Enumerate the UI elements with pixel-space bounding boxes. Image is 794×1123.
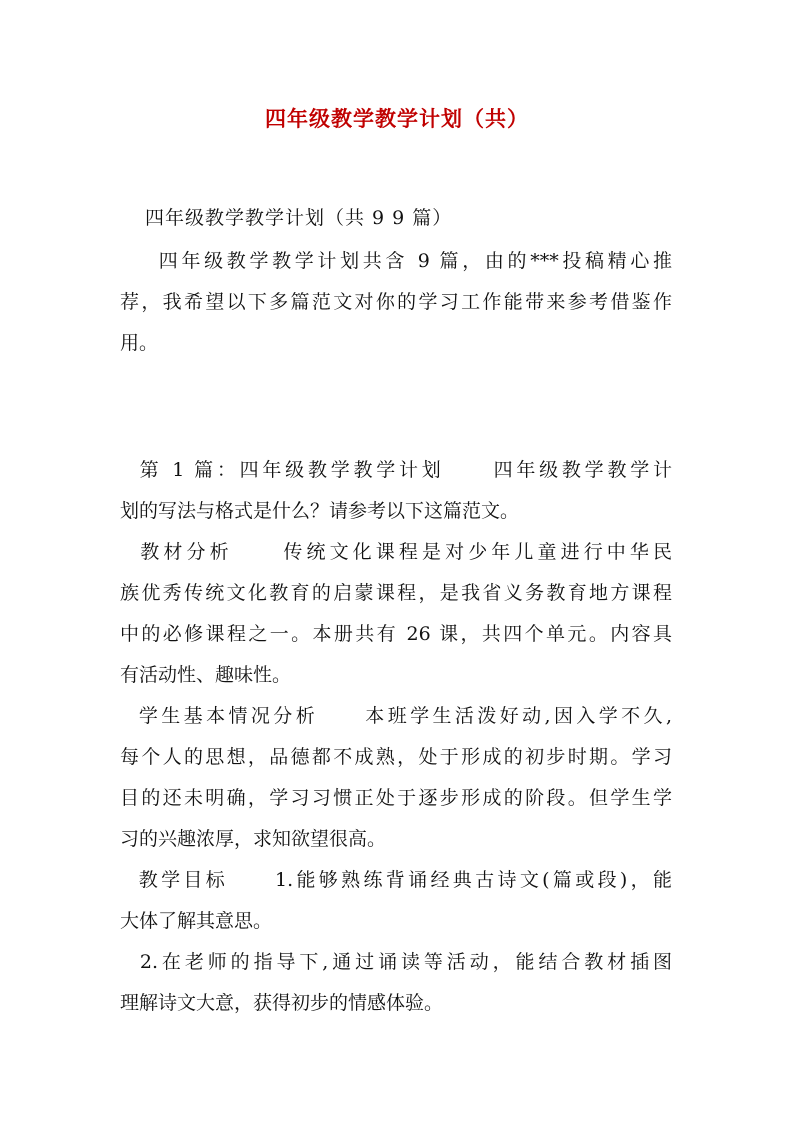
body-line: 教材分析 传统文化课程是对少年儿童进行中华民 [120, 541, 672, 563]
body-line: 习的兴趣浓厚，求知欲望很高。 [120, 828, 387, 850]
body-line: 第 1 篇：四年级教学教学计划 四年级教学教学计 [120, 459, 672, 481]
body-line: 有活动性、趣味性。 [120, 664, 292, 686]
body-text [120, 450, 672, 1024]
body-line: 族优秀传统文化教育的启蒙课程，是我省义务教育地方课程 [120, 582, 672, 604]
body-line: 2.在老师的指导下,通过诵读等活动，能结合教材插图 [120, 951, 672, 973]
body-line: 教学目标 1.能够熟练背诵经典古诗文(篇或段)，能 [120, 869, 672, 891]
body-line: 学生基本情况分析 本班学生活泼好动,因入学不久, [120, 705, 672, 727]
body-line: 目的还未明确，学习习惯正处于逐步形成的阶段。但学生学 [120, 787, 672, 809]
intro-line: 荐，我希望以下多篇范文对你的学习工作能带来参考借鉴作 [120, 291, 672, 313]
body-line: 每个人的思想，品德都不成熟，处于形成的初步时期。学习 [120, 746, 672, 768]
document-title: 四年级教学教学计划（共） [265, 106, 529, 131]
document-subtitle: 四年级教学教学计划（共 9 9 篇） [145, 207, 453, 229]
intro-paragraph [120, 241, 672, 364]
intro-line: 四年级教学教学计划共含 9 篇，由的***投稿精心推 [120, 250, 672, 272]
body-line: 中的必修课程之一。本册共有 26 课，共四个单元。内容具 [120, 623, 672, 645]
intro-line: 用。 [120, 332, 159, 354]
body-line: 划的写法与格式是什么？请参考以下这篇范文。 [120, 500, 520, 522]
body-line: 大体了解其意思。 [120, 910, 273, 932]
body-line: 理解诗文大意，获得初步的情感体验。 [120, 992, 444, 1014]
